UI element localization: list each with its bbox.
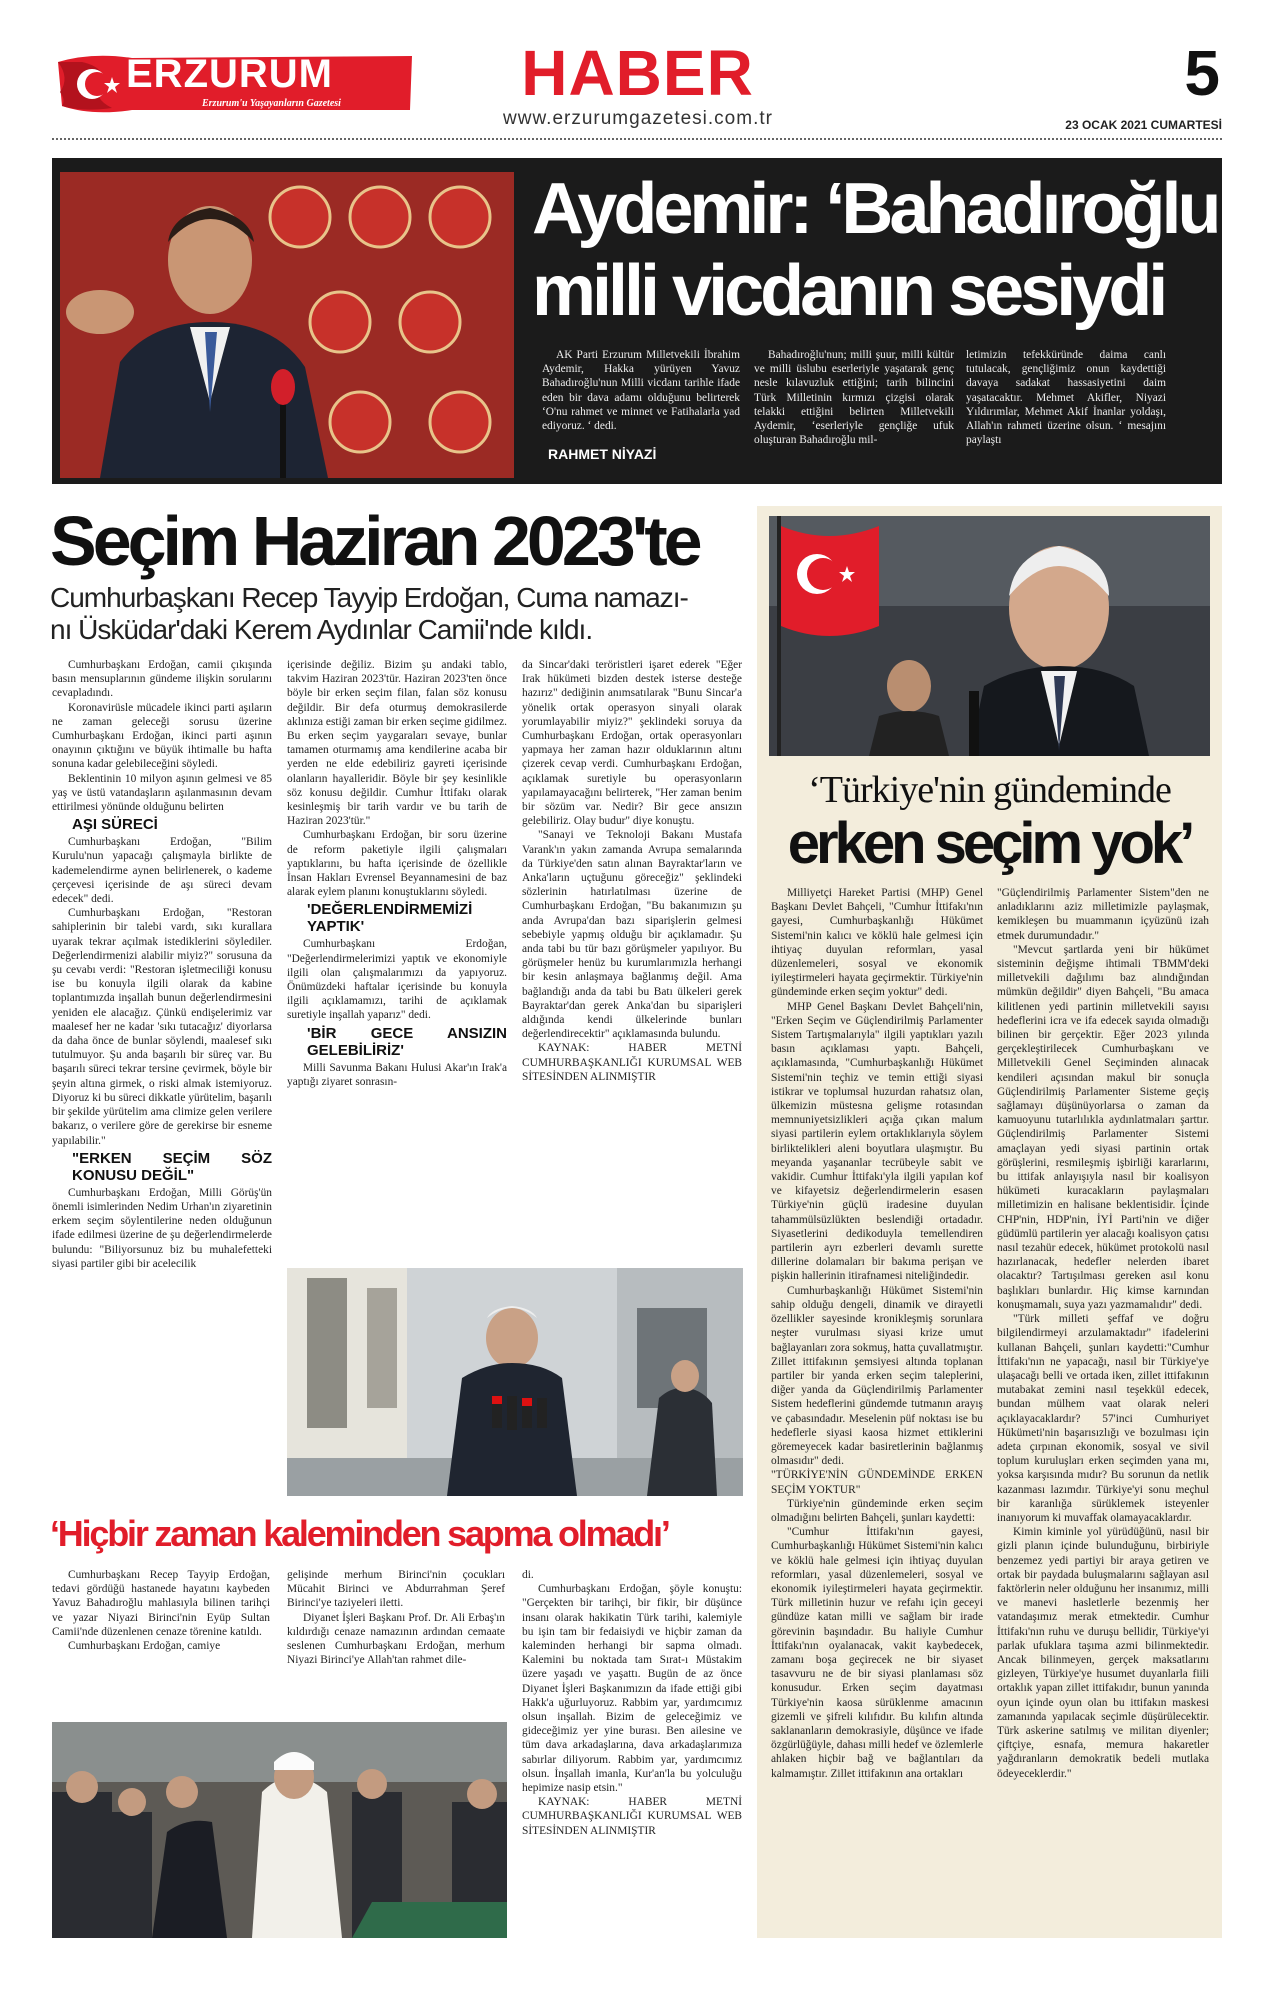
paragraph: di. — [522, 1569, 534, 1581]
aydemir-photo — [60, 172, 514, 478]
paragraph: Cumhurbaşkanı Erdoğan, camii çıkışında basın mensuplarının gündeme ilişkin sorularını cevapladındı. — [52, 659, 272, 700]
paragraph: Cumhurbaşkanı Erdoğan, bir soru üzerine de reform paketiyle ilgili çalışmaları yaptıklarını, bu hafta içerisinde de özellikle İnsan Hakları Evrensel Beyannamesini de baz alarak eylem planını konuştuklarını söyledi. — [287, 829, 507, 899]
paragraph: "Sanayi ve Teknoloji Bakanı Mustafa Varank'ın yakın zamanda Avrupa semalarında da Türkiye'den satın alınan Bayraktar'ların ve Anka'ların uçtuğunu göreceğiz" şeklindeki sözlerinin hatırlatılması üzerine de Cumhurbaşkanı Erdoğan, "Bu bakanımızın şu anda Avrupa'dan bazı siparişlerin gelmesi sebebiyle yapmış olduğu bir açıklamadır. Şu anda tabi bu tür bazı görüşmeler yapılıyor. Bu görüşmeler henüz bu kurumlarımızla herhangi bir kesin anlaşmaya bağlanmış değil. Ama bağlandığı anda da tabi bu Batı ülkeleri gerek Bayraktar'dan gerek Anka'dan bu siparişleri aldığında kendi ülkelerinde bunları değerlendirecektir" açıklamasında bulundu. — [522, 829, 742, 1041]
logo[interactable] — [52, 48, 414, 118]
paragraph: Milliyetçi Hareket Partisi (MHP) Genel Başkanı Devlet Bahçeli, "Cumhur İttifakı'nın gayesi, Cumhurbaşkanlığı Hükümet Sistemi'nin kalıcı ve köklü hale gelmesi için ihtiyaç duyulan reformları, yasal düzenlemeleri, sosyal ve ekonomik iyileştirmeleri hayata geçirmektir. Türkiye'nin gündeminde erken seçim yoktur" dedi. — [771, 887, 983, 999]
top-col-2: Bahadıroğlu'nun; milli şuur, milli kültür ve milli üslubu eserleriyle yaşatarak genç nesle kılavuzluk ettiğini; tarih bilincini Türk Milletinin kırmızı çizgisi olarak telakki ettiğini belirten Milletvekili Aydemir, ‘eserleriyle gençliğe ufuk oluşturan Bahadıroğlu mil- — [754, 349, 954, 447]
paragraph: "Cumhur İttifakı'nın gayesi, Cumhurbaşkanlığı Hükümet Sistemi'nin kalıcı ve köklü hale gelmesi için ihtiyaç duyulan reformları, yasal düzenlemeleri, sosyal ve ekonomik iyileştirmeleri hayata geçirmektir. Türk milletinin huzur ve refahı için geceyi gündüze katan milli ve sağlam bir irade görevinin başındadır. Bu haliyle Cumhur İttifakı'nın oyalanacak, vakit kaybedecek, zamanı boşa geçirecek ne bir siyaset tasavvuru ne de bir siyasi planlaması söz konusudur. Erken seçim dayatması Türkiye'nin kaosa sürüklenme amacının gizemli ve şifreli kılıfıdır. Bu kılıfın altında saklananların demokrasiyle, düşünce ve ifade özgürlüğüyle, dahası milli hedef ve özlemlerle ahlaken hiçbir bağ ve bağlantıları da kalmamıştır. Zillet ittifakının ana ortakları — [771, 1526, 983, 1780]
masthead-divider — [52, 138, 1222, 140]
paragraph: "Güçlendirilmiş Parlamenter Sistem"den ne anladıklarını aziz milletimizle paylaşmak, kemikleşen bu muammanın içyüzünü izah etmek durumundadır." — [997, 887, 1209, 942]
paragraph: KAYNAK: HABER METNİ CUMHURBAŞKANLIĞI KURUMSAL WEB SİTESİNDEN ALINMIŞTIR — [522, 1042, 742, 1083]
paragraph: KAYNAK: HABER METNİ CUMHURBAŞKANLIĞI KURUMSAL WEB SİTESİNDEN ALINMIŞTIR — [522, 1796, 742, 1837]
paragraph: Türkiye'nin gündeminde erken seçim olmadığını belirten Bahçeli, şunları kaydetti: — [771, 1497, 983, 1524]
paragraph: Cumhurbaşkanı Erdoğan, "Bilim Kurulu'nun yapacağı çalışmayla birlikte de kademelendirme aynen belirlenerek, o kademe çerçevesi içerisinde de aşı süreci devam edecek" dedi. — [52, 836, 272, 906]
election-col-3 — [522, 658, 742, 1268]
election-headline: Seçim Haziran 2023'te — [50, 502, 699, 580]
election-subhead-2: nı Üsküdar'daki Kerem Aydınlar Camii'nde kıldı. — [50, 614, 593, 645]
bahadiroglu-col-3 — [522, 1568, 742, 1938]
funeral-photo — [52, 1722, 507, 1938]
paragraph: Cumhurbaşkanı Erdoğan, "Değerlendirmelerimizi yaptık ve ekonomiyle ilgili olan çalışmalarımızı da yapıyoruz. Önümüzdeki haftalar içerisinde bu konuyla ilgili açıklamamızı, tarihi de açıklamak suretiyle inşallah yaparız" dedi. — [287, 938, 507, 1022]
top-story — [52, 158, 1222, 484]
bahceli-headline-1: ‘Türkiye'nin gündeminde — [808, 769, 1171, 811]
paragraph: gelişinde merhum Birinci'nin çocukları Mücahit Birinci ve Abdurrahman Şeref Birinci'ye taziyeleri iletti. — [287, 1569, 505, 1610]
erdogan-mosque-photo — [287, 1268, 743, 1496]
paragraph: da Sincar'daki teröristleri işaret ederek "Eğer Irak hükümeti bizden destek isterse desteğe hazırız" dediğinin anımsatılarak "Bunu Sincar'a yönelik ortak operasyon sinyali olarak yorumlayabilir miyiz?" şeklindeki soruya da Cumhurbaşkanı Erdoğan, ortak operasyonları yapmaya her zaman hazır olduklarının altını çizerek cevap verdi. Cumhurbaşkanı Erdoğan, açıklamak suretiyle bu operasyonların yapılamayacağını belirterek, "Her zaman benim bir sözüm var. Nedir? Bir gece ansızın gelebiliriz. Olay budur" diye konuştu. — [522, 659, 742, 828]
paragraph: MHP Genel Başkanı Devlet Bahçeli'nin, "Erken Seçim ve Güçlendirilmiş Parlamenter Sistem Tartışmalarıyla" ilgili yaptıkları yazılı basın açıklaması yaptı. Bahçeli, açıklamasında, "Cumhurbaşkanlığı Hükümet Sistemi'nin teçhiz ve temin ettiği siyasi istikrar ve toplumsal huzurdan rahatsız olan, ülkemizin müstesna gelişme rotasından memnuniyetsizlikleri açığa çıkan malum siyasi partilerin eylem ortaklıklarıyla söylem birliktelikleri aleni boyutlara ulaşmıştır. Bu meyanda yaşananlar tecrübeyle sabit ve vakidir. Cumhur İttifakı'yla ilgili yapılan kof ve kifayetsiz değerlendirmelerin esasen Türkiye'nin güçlü iradesine duyulan tahammülsüzlükten beslendiği ortadadır. Siyasetlerini dedikoduyla temellendiren partilerin ayrı ezberleri devamlı surette dillerine dolamaları bir bakıma perişan ve pişkin hallerinin itirafnamesi niteliğindedir. — [771, 1000, 983, 1283]
top-col-3: letimizin tefekküründe daima canlı tutulacak, gençliğimiz onun kaydettiği davaya sadakat hassasiyetini daim yaşatacaktır. Mehmet Akifler, Niyazi Yıldırımlar, Mehmet Akif İnanlar yoldaşı, Allah'ın rahmeti üzerine olsun. ‘ mesajını paylaştı — [966, 349, 1166, 447]
bahadiroglu-col-1 — [52, 1568, 270, 1718]
issue-date: 23 OCAK 2021 CUMARTESİ — [1065, 118, 1222, 132]
byline: RAHMET NİYAZİ — [548, 446, 657, 462]
paragraph: Cumhurbaşkanı Erdoğan, şöyle konuştu: "Gerçekten bir tarihçi, bir fikir, bir düşünce insanı olarak hakikatin Türk tarihi, kalemiyle bu işin tam bir fedaisiydi ve hiçbir zaman da kaleminden herhangi bir sapma olmadı. Kalemini bu noktada tam Sırat-ı Müstakim üzere yaşadı ve yaşattı. Bugün de az önce Diyanet İşleri Başkanımızın da ifade ettiği gibi Hakk'a uğurluyoruz. Rabbim yar, yardımcımız olsun inşallah. Bizim de geleceğimiz ve gideceğimiz yer yine burası. Ben ailesine ve tüm dava arkadaşlarına, dava arkadaşlarımıza sabırlar diliyorum. Rabbim yar, yardımcımız olsun. İnşallah imanla, Kur'an'la bu yolculuğu hepimize nasip etsin." — [522, 1583, 742, 1795]
paragraph: Beklentinin 10 milyon aşının gelmesi ve 85 yaş ve üstü vatandaşların aşılanmasının devam ettirilmesi yönünde olduğunu belirten — [52, 772, 272, 814]
logo-text: ERZURUM — [126, 52, 333, 96]
paragraph: "Türk milleti şeffaf ve doğru bilgilendirmeyi arzulamaktadır" ifadelerini kullanan Bahçeli, şunları kaydetti:"Cumhur İttifakı'nın ne yapacağı, nasıl bir Türkiye'ye ulaşacağı belli ve ortada iken, zillet ittifakının mutabakat zemini nasıl teşekkül edecek, bundan mülhem vaat olarak neleri açıklayacaklardır? 57'inci Cumhuriyet Hükümeti'nin başarısızlığı ve bozulması için adeta çırpınan ekonomik, sosyal ve sivil toplum kuruluşları erken seçimden yana mı, yoksa karşısında mıdır? Bu sorunun da netlik kazanması lazımdır. Türkiye'yi sonu meçhul bir karanlığa sürüklemek isteyenler inanıyorum ki muvaffak olamayacaklardır. — [997, 1313, 1209, 1524]
subheading: AŞI SÜRECİ — [72, 816, 158, 834]
bahadiroglu-headline: ‘Hiçbir zaman kaleminden sapma olmadı’ — [50, 1513, 669, 1554]
paragraph: Kimin kiminle yol yürüdüğünü, nasıl bir gizli planın içinde bulunduğunu, birbiriyle benzemez yedi partiyi bir araya getiren ve ortak bir paydada buluşmalarını sağlayan asıl faktörlerin neler olduğunu her insanımız, milli ve manevi hasletlerle bezenmiş her vatandaşımız merak etmektedir. Cumhur İttifakı'nın ruhu ve duruşu bellidir, Türkiye'yi parlak ufuklara taşıma azmi bilinmektedir. Ancak bilinmeyen, gerçek maksatlarını gizleyen, Türkiye'ye husumet duyanlarla fiili ortaklık yapan zillet ittifakıdır, bunun yanında oyun içinde oyun olan bu ittifakın maskesi zamanında yapılacak seçimle düşürülecektir. Türk askerine satılmış ve militan diyenler; çiftçiye, esnafa, memura hakaretler yağdıranların demokratik bedeli mutlaka ödeyeceklerdir." — [997, 1526, 1209, 1780]
bahceli-box — [757, 506, 1222, 1938]
masthead — [0, 0, 1266, 150]
subheading: 'BİR GECE ANSIZIN GELEBİLİRİZ' — [307, 1024, 507, 1059]
top-headline-2: milli vicdanın sesiydi — [532, 251, 1165, 331]
subheading: 'DEĞERLENDİRMEMİZİ YAPTIK' — [307, 901, 473, 936]
paragraph: içerisinde değiliz. Bizim şu andaki tablo, takvim Haziran 2023'tür. Haziran 2023'ten önce böyle bir erken seçim filan, falan söz konusu değildir. Bir defa oturmuş demokrasilerde aklınıza estiği zaman bir erken seçime gidilmez. Bu erken seçim yaygaraları sevaye, bunlar tamamen oturmamış ama kendilerine acaba bir yerden ne elde edebiliriz gayreti içerisinde olanların hayalleridir. Böyle bir şey kesinlikle söz konusu değildir. Cumhur İttifakı olarak kesinleşmiş bir tarih vardır ve bu tarih de Haziran 2023'tür." — [287, 659, 507, 828]
paragraph: Koronavirüsle mücadele ikinci parti aşıların ne zaman geleceği sorusu üzerine Cumhurbaşkanı Erdoğan, ikinci parti aşının onayının çıktığını ve büyük ihtimalle bu hafta sonuna kadar gelebileceğini söyledi. — [52, 701, 272, 771]
bahceli-photo — [769, 516, 1210, 756]
paragraph: Cumhurbaşkanı Erdoğan, "Restoran sahiplerinin bir talebi vardı, sıkı kurallara uyarak tekrar açılmak istediklerini söylediler. Değerlendirmenizi alabilir miyiz?" sorusuna da şu cevabı verdi: "Restoran işletmeciliği konusu ise bu konuyla ilgili olarak da kabine toplantımızda inşallah bunun değerlendirmesini yeniden ele alacağız. Çünkü endişelerimiz var maalesef her ne kadar 'sıkı tutacağız' diyorlarsa da daha önce de bunlar söylendi, maalesef sıkı tutulmuyor. Şu anda başarılı bir süreç var. Bu başarılı süreci tekrar tersine çevirmek, böyle bir şeyin altına girmek, o riski almak istemiyoruz. Diyoruz ki bu süreci dikkatle yürütelim, başarılı bir şekilde yürütelim ama climize gelen verilere bakarız, o verilere göre de gerekirse bir esneme yapılabilir." — [52, 907, 272, 1147]
page-number: 5 — [1184, 37, 1220, 109]
paragraph: Cumhurbaşkanı Erdoğan, camiye — [68, 1640, 221, 1653]
crescent-star-icon — [74, 64, 126, 104]
paragraph: Cumhurbaşkanı Recep Tayyip Erdoğan, tedavi gördüğü hastanede hayatını kaybeden Yavuz Bahadıroğlu mahlasıyla bilinen tarihçi ve yazar Niyazi Birinci'nin Eyüp Sultan Camii'nde düzenlenen cenaze törenine katıldı. — [52, 1569, 270, 1638]
paragraph: Cumhurbaşkanı Erdoğan, Milli Görüş'ün önemli isimlerinden Nedim Urhan'ın ziyaretinin erkem seçim söylentilerine neden olduğunun ifade edilmesi üzerine de şu değerlendirmelerde bulundu: "Biliyorsunuz biz bu muhalefetteki siyasi partiler gibi bir acelecilik — [52, 1186, 272, 1270]
paragraph: Diyanet İşleri Başkanı Prof. Dr. Ali Erbaş'ın kıldırdığı cenaze namazının ardından cemaate seslenen Cumhurbaşkanı Erdoğan, merhum Niyazi Birinci'ye Allah'tan rahmet dile- — [287, 1611, 505, 1667]
paragraph: "Mevcut şartlarda yeni bir hükümet sisteminin değişme ihtimali TBMM'deki milletvekili dağılımı baz alındığından mümkün değildir" diyen Bahçeli, "Bu amaca kilitlenen yedi partinin milletvekili sayısı hedeflerini icra ve ifa edecek sayıda olmadığı bilinen bir gerçektir. Eğer 2023 yılında gerçekleştirilecek Cumhurbaşkanı ve Milletvekili Genel Seçiminden alınacak kendileri açısından makul bir sonuçla Güçlendirilmiş Parlamenter Sisteme geçiş sağlamayı düşünüyorlarsa o zaman da kamuoyunu tutarlılıkla aydınlatmaları şarttır. Güçlendirilmiş Parlamenter Sistemi amaçlayan yedi siyasi partinin ortak görüşlerini, resmileşmiş işbirliği kararlarını, bu ittifak anlayışıyla nasıl bir koalisyon hükümeti kuracakların paylaşmaları milletimizin en halisane beklentisidir. İçinde CHP'nin, HDP'nin, İYİ Parti'nin ve diğer güdümlü partilerin yer alacağı koalisyon çatısı nasıl tezahür edecek, hükümet protokolü nasıl hazırlanacak, hedefler nelerden ibaret olacaktır? Tartışılması gereken asıl konu başlıkları bunlardır. Hiç kimse karnından konuşmamalı, suya yazı yazmamalıdır" dedi. — [997, 943, 1209, 1311]
election-subhead-1: Cumhurbaşkanı Recep Tayyip Erdoğan, Cuma namazı- — [50, 582, 688, 613]
election-col-2 — [287, 658, 507, 1268]
bahceli-col-2 — [997, 886, 1209, 1926]
paragraph: Milli Savunma Bakanı Hulusi Akar'ın Irak'a yaptığı ziyaret sonrasın- — [287, 1061, 507, 1088]
logo-tagline: Erzurum'u Yaşayanların Gazetesi — [202, 98, 341, 109]
bahceli-col-1 — [771, 886, 983, 1926]
bahceli-headline-2: erken seçim yok’ — [787, 811, 1192, 876]
subheading: "ERKEN SEÇİM SÖZ KONUSU DEĞİL" — [72, 1149, 272, 1184]
paragraph: Cumhurbaşkanlığı Hükümet Sistemi'nin sahip olduğu dengeli, dinamik ve dirayetli özellikler sayesinde kronikleşmiş sorunlara neşter vurulması siyasi krize umut bağlayanları zora sokmuş, hatta çuvallatmıştır. Zillet ittifakının şemsiyesi altında toplanan partiler bir yanda erken seçim taleplerini, diğer yanda da Güçlendirilmiş Parlamenter Sistem hedeflerini gündemde tutmanın arayış ve çabasındadır. Meselenin püf noktası ise bu hedeflerle siyasi kaosa hizmet ettiklerini göremeyecek kadar basiretlerinin bağlanmış olmasıdır" dedi. — [771, 1284, 983, 1468]
bahadiroglu-col-2 — [287, 1568, 505, 1718]
top-headline-1: Aydemir: ‘Bahadıroğlu — [532, 169, 1218, 249]
section-title: HABER — [521, 37, 754, 109]
election-col-1 — [52, 658, 272, 1503]
website-link[interactable]: www.erzurumgazetesi.com.tr — [503, 108, 773, 129]
paragraph: "TÜRKİYE'NİN GÜNDEMİNDE ERKEN SEÇİM YOKTUR" — [771, 1469, 983, 1496]
top-col-1: AK Parti Erzurum Milletvekili İbrahim Aydemir, Hakka yürüyen Yavuz Bahadıroğlu'nun Milli vicdanı tarihle ifade eden bir dava adamı olduğunu belirterek ‘O'nu rahmet ve minnet ve Fatihalarla yad ediyoruz. ‘ dedi. — [542, 349, 740, 433]
